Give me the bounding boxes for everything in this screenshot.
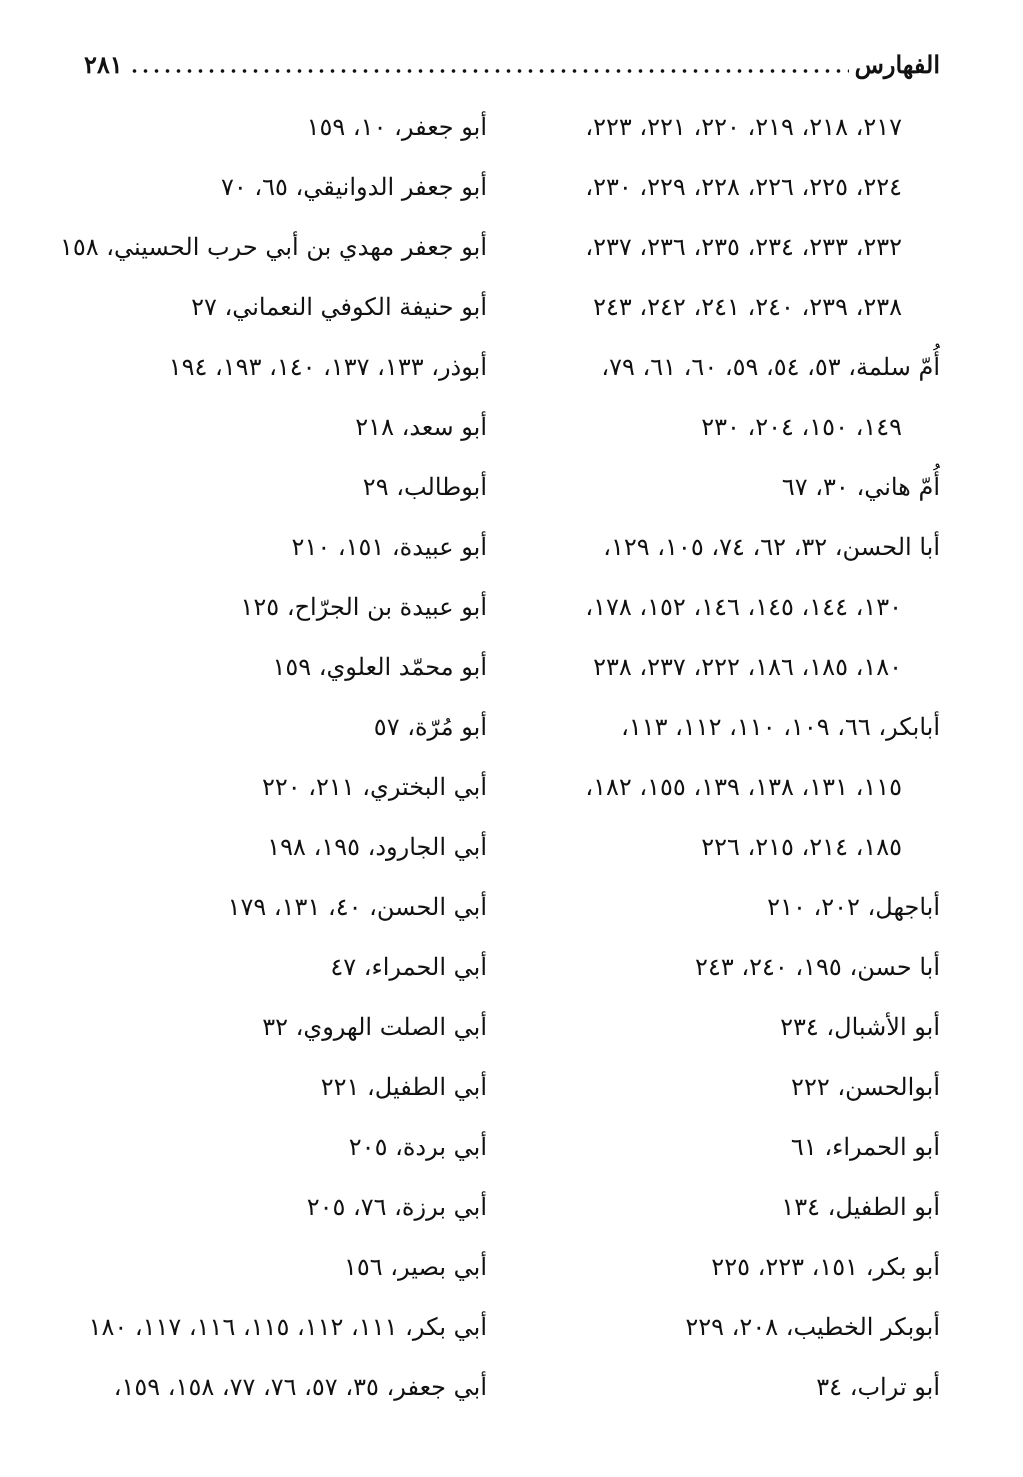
index-entry: أبوبكر الخطيب، ٢٠٨، ٢٢٩ [685,1313,940,1341]
index-entry: أبي برزة، ٧٦، ٢٠٥ [306,1193,487,1221]
index-entry: أبو حنيفة الكوفي النعماني، ٢٧ [191,293,487,321]
index-entry-continuation: ١٨٥، ٢١٤، ٢١٥، ٢٢٦ [701,833,902,861]
index-entry: أبي البختري، ٢١١، ٢٢٠ [261,773,487,801]
index-entry: أبو بكر، ١٥١، ٢٢٣، ٢٢٥ [711,1253,940,1281]
index-entry: أبو عبيدة بن الجرّاح، ١٢٥ [240,593,487,621]
index-entry: أبوذر، ١٣٣، ١٣٧، ١٤٠، ١٩٣، ١٩٤ [168,353,487,381]
index-entry: أبا حسن، ١٩٥، ٢٤٠، ٢٤٣ [695,953,940,981]
index-entry-continuation: ١٣٠، ١٤٤، ١٤٥، ١٤٦، ١٥٢، ١٧٨، [585,593,902,621]
index-entry: أبوالحسن، ٢٢٢ [791,1073,940,1101]
index-entry: أبو سعد، ٢١٨ [355,413,487,441]
index-entry: أبو محمّد العلوي، ١٥٩ [272,653,487,681]
index-entry: أبو تراب، ٣٤ [816,1373,940,1401]
index-entry: أُمّ سلمة، ٥٣، ٥٤، ٥٩، ٦٠، ٦١، ٧٩، [601,353,940,381]
index-entry: أبو الحمراء، ٦١ [790,1133,940,1161]
index-entry: أبو جعفر، ١٠، ١٥٩ [306,113,487,141]
index-entry-continuation: ١٤٩، ١٥٠، ٢٠٤، ٢٣٠ [701,413,902,441]
index-entry: أبي الصلت الهروي، ٣٢ [262,1013,487,1041]
index-entry-continuation: ٢١٧، ٢١٨، ٢١٩، ٢٢٠، ٢٢١، ٢٢٣، [585,113,902,141]
index-entry-continuation: ١١٥، ١٣١، ١٣٨، ١٣٩، ١٥٥، ١٨٢، [585,773,902,801]
index-entry: أبو الطفيل، ١٣٤ [781,1193,940,1221]
index-entry: أبو مُرّة، ٥٧ [373,713,487,741]
index-entry: أبو الأشبال، ٢٣٤ [780,1013,940,1041]
index-entry: أبي الجارود، ١٩٥، ١٩٨ [267,833,487,861]
index-entry: أبوطالب، ٢٩ [362,473,487,501]
index-entry: أبي بصير، ١٥٦ [343,1253,487,1281]
running-header [84,44,940,84]
section-title: الفهارس [854,49,940,79]
page-number: ٢٨١ [84,49,123,79]
index-entry: أبي الحمراء، ٤٧ [330,953,487,981]
index-entry: أبي بردة، ٢٠٥ [348,1133,487,1161]
dot-leader [129,68,849,74]
index-column-right [520,97,940,1417]
index-entry: أُمّ هاني، ٣٠، ٦٧ [781,473,940,501]
index-entry-continuation: ٢٣٨، ٢٣٩، ٢٤٠، ٢٤١، ٢٤٢، ٢٤٣ [593,293,902,321]
index-entry: أبو عبيدة، ١٥١، ٢١٠ [291,533,487,561]
index-entry: أبو جعفر الدوانيقي، ٦٥، ٧٠ [220,173,487,201]
index-entry: أباجهل، ٢٠٢، ٢١٠ [767,893,940,921]
index-entry: أبا الحسن، ٣٢، ٦٢، ٧٤، ١٠٥، ١٢٩، [603,533,940,561]
index-entry: أبو جعفر مهدي بن أبي حرب الحسيني، ١٥٨ [60,233,487,261]
index-entry-continuation: ٢٢٤، ٢٢٥، ٢٢٦، ٢٢٨، ٢٢٩، ٢٣٠، [585,173,902,201]
index-entry-continuation: ١٨٠، ١٨٥، ١٨٦، ٢٢٢، ٢٣٧، ٢٣٨ [593,653,902,681]
index-entry: أبي الحسن، ٤٠، ١٣١، ١٧٩ [227,893,487,921]
index-entry: أبي بكر، ١١١، ١١٢، ١١٥، ١١٦، ١١٧، ١٨٠ [88,1313,487,1341]
index-entry-continuation: ٢٣٢، ٢٣٣، ٢٣٤، ٢٣٥، ٢٣٦، ٢٣٧، [585,233,902,261]
index-entry: أبي جعفر، ٣٥، ٥٧، ٧٦، ٧٧، ١٥٨، ١٥٩، [113,1373,487,1401]
index-entry: أبابكر، ٦٦، ١٠٩، ١١٠، ١١٢، ١١٣، [621,713,940,741]
index-entry: أبي الطفيل، ٢٢١ [320,1073,487,1101]
index-column-left [60,97,487,1417]
